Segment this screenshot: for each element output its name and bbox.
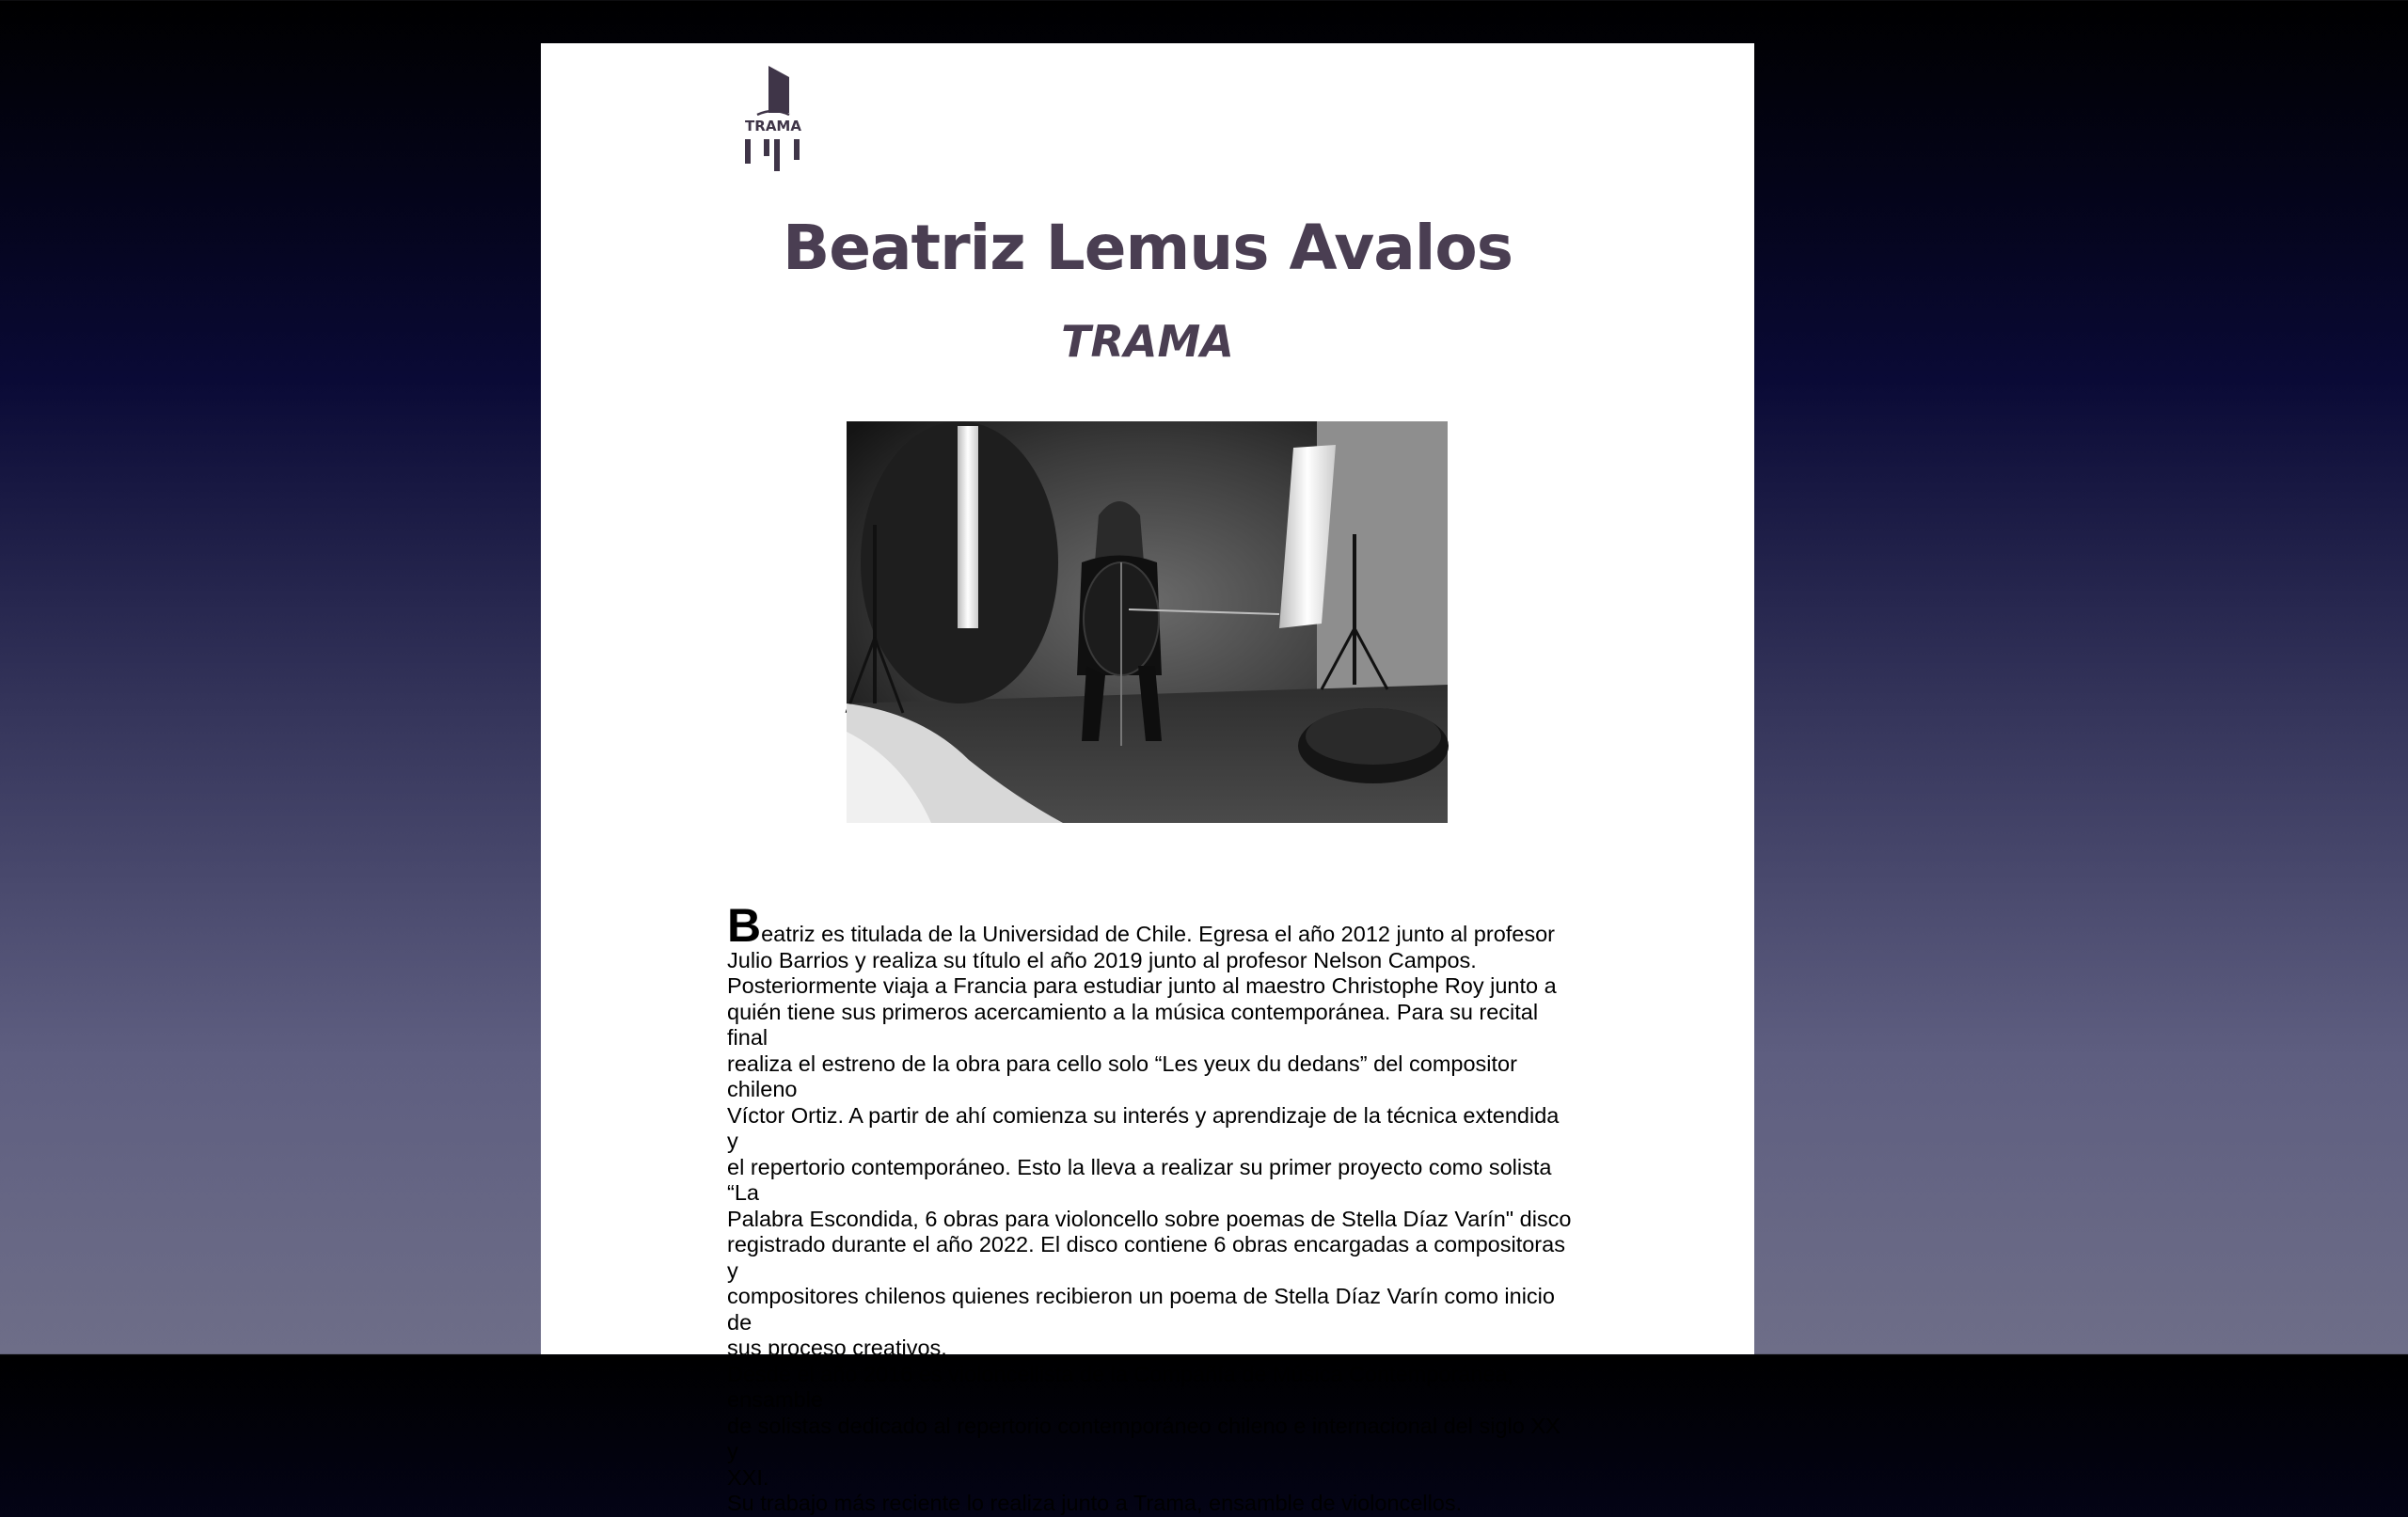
- bio-line: el repertorio contemporáneo. Esto la lleva a realizar su primer proyecto como solista “La: [727, 1154, 1552, 1205]
- cellist-photo: [847, 421, 1448, 823]
- trama-logo-icon: [740, 64, 806, 173]
- bio-line: de solistas dedicado al repertorio contemporáneo chileno e internacional del siglo XX y: [727, 1413, 1560, 1463]
- logo-text: TRAMA: [745, 118, 801, 134]
- bio-line: sus proceso creativos.: [727, 1335, 947, 1360]
- drop-cap: B: [727, 899, 762, 952]
- bio-line: Víctor Ortiz. A partir de ahí comienza su interés y aprendizaje de la técnica extendida y: [727, 1102, 1560, 1153]
- bio-first-line: Beatriz es titulada de la Universidad de Chile. Egresa el año 2012 junto al profesor: [727, 899, 1556, 952]
- document-page: [541, 43, 1754, 1515]
- bio-line: registrado durante el año 2022. El disco contiene 6 obras encargadas a compositoras y: [727, 1232, 1565, 1283]
- bio-line: Posteriormente viaja a Francia para estudiar junto al maestro Christophe Roy junto a: [727, 973, 1557, 998]
- bio-text: [727, 899, 1574, 1517]
- bio-line: Desde el año 2016 es violoncellista de la Compañía de Música Contemporánea,: [727, 1361, 1514, 1386]
- page-title: Beatriz Lemus Avalos: [782, 212, 1513, 284]
- bio-line: ensamble: [727, 1387, 823, 1412]
- bio-line: XXI.: [727, 1464, 769, 1490]
- page-subtitle: TRAMA: [1061, 316, 1234, 367]
- bio-line: realiza el estreno de la obra para cello solo “Les yeux du dedans” del compositor chileno: [727, 1051, 1517, 1101]
- bio-line: quién tiene sus primeros acercamiento a la música contemporánea. Para su recital final: [727, 999, 1539, 1050]
- bio-line: Su trabajo más reciente lo realiza junto a Trama, ensamble de violoncellos.: [727, 1491, 1463, 1515]
- bio-line: compositores chilenos quienes recibieron un poema de Stella Díaz Varín como inicio de: [727, 1284, 1555, 1335]
- trama-logo: [740, 64, 806, 173]
- bio-line: Palabra Escondida, 6 obras para violoncello sobre poemas de Stella Díaz Varín" disco: [727, 1206, 1572, 1231]
- bio-line: Julio Barrios y realiza su título el año 2019 junto al profesor Nelson Campos.: [727, 947, 1477, 972]
